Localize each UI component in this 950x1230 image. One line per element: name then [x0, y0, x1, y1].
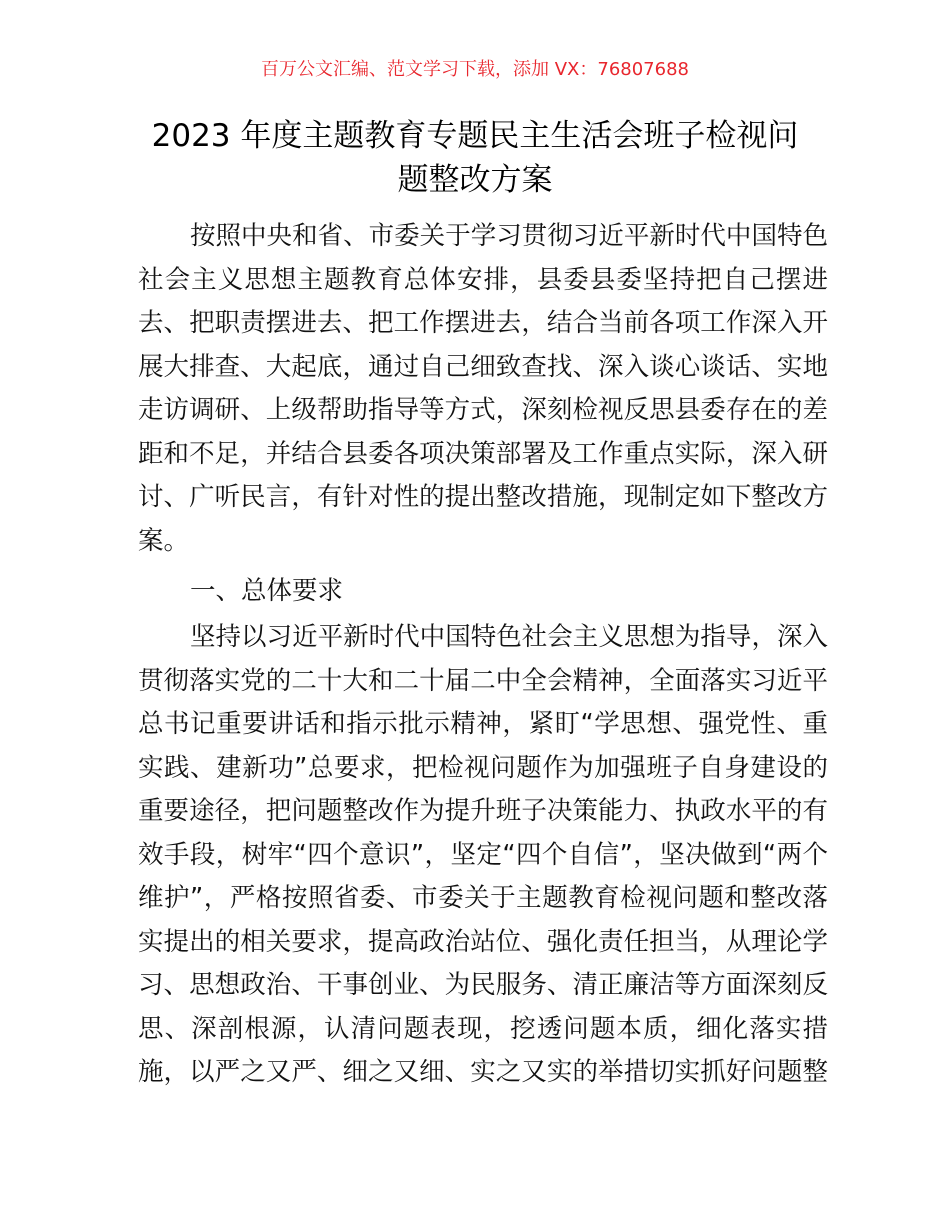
paragraph-line: 去、把职责摆进去、把工作摆进去，结合当前各项工作深入开: [138, 308, 828, 338]
paragraph-line: 展大排查、大起底，通过自己细致查找、深入谈心谈话、实地: [138, 351, 828, 382]
section-heading: [138, 570, 828, 614]
paragraph-line: 贯彻落实党的二十大和二十届二中全会精神，全面落实习近平: [138, 665, 828, 696]
paragraph-line: 距和不足，并结合县委各项决策部署及工作重点实际，深入研: [138, 438, 828, 469]
watermark-banner: 百万公文汇编、范文学习下载，添加 VX：76807688: [261, 59, 689, 80]
paragraph-line: 走访调研、上级帮助指导等方式，深刻检视反思县委存在的差: [138, 395, 828, 425]
paragraph-line: 重要途径，把问题整改作为提升班子决策能力、执政水平的有: [138, 796, 828, 826]
paragraph-line: 坚持以习近平新时代中国特色社会主义思想为指导，深入: [190, 622, 828, 652]
title-line: 题整改方案: [397, 162, 553, 198]
paragraph-line: 维护”，严格按照省委、市委关于主题教育检视问题和整改落: [138, 883, 828, 913]
paragraph-line: 思、深剖根源，认清问题表现，挖透问题本质，细化落实措: [138, 1013, 828, 1044]
title-line: 2023 年度主题教育专题民主生活会班子检视问: [151, 118, 799, 154]
paragraph-line: 效手段，树牢“四个意识”，坚定“四个自信”，坚决做到“两个: [138, 839, 828, 870]
paragraph-line: 讨、广听民言，有针对性的提出整改措施，现制定如下整改方: [138, 482, 828, 512]
paragraph-line: 施，以严之又严、细之又细、实之又实的举措切实抓好问题整: [138, 1057, 828, 1087]
paragraph-intro: [138, 215, 828, 563]
paragraph-line: 总书记重要讲话和指示批示精神，紧盯“学思想、强党性、重: [138, 709, 828, 739]
paragraph-line: 社会主义思想主题教育总体安排，县委县委坚持把自己摆进: [138, 264, 828, 295]
document-title: [120, 114, 830, 202]
paragraph-general-requirements: [138, 616, 828, 1095]
section-heading-text: 一、总体要求: [190, 576, 344, 606]
paragraph-line: 习、思想政治、干事创业、为民服务、清正廉洁等方面深刻反: [138, 970, 828, 1000]
paragraph-line: 案。: [138, 525, 190, 556]
paragraph-line: 实提出的相关要求，提高政治站位、强化责任担当，从理论学: [138, 926, 828, 957]
paragraph-line: 按照中央和省、市委关于学习贯彻习近平新时代中国特色: [190, 221, 828, 251]
paragraph-line: 实践、建新功”总要求，把检视问题作为加强班子自身建设的: [138, 752, 828, 783]
